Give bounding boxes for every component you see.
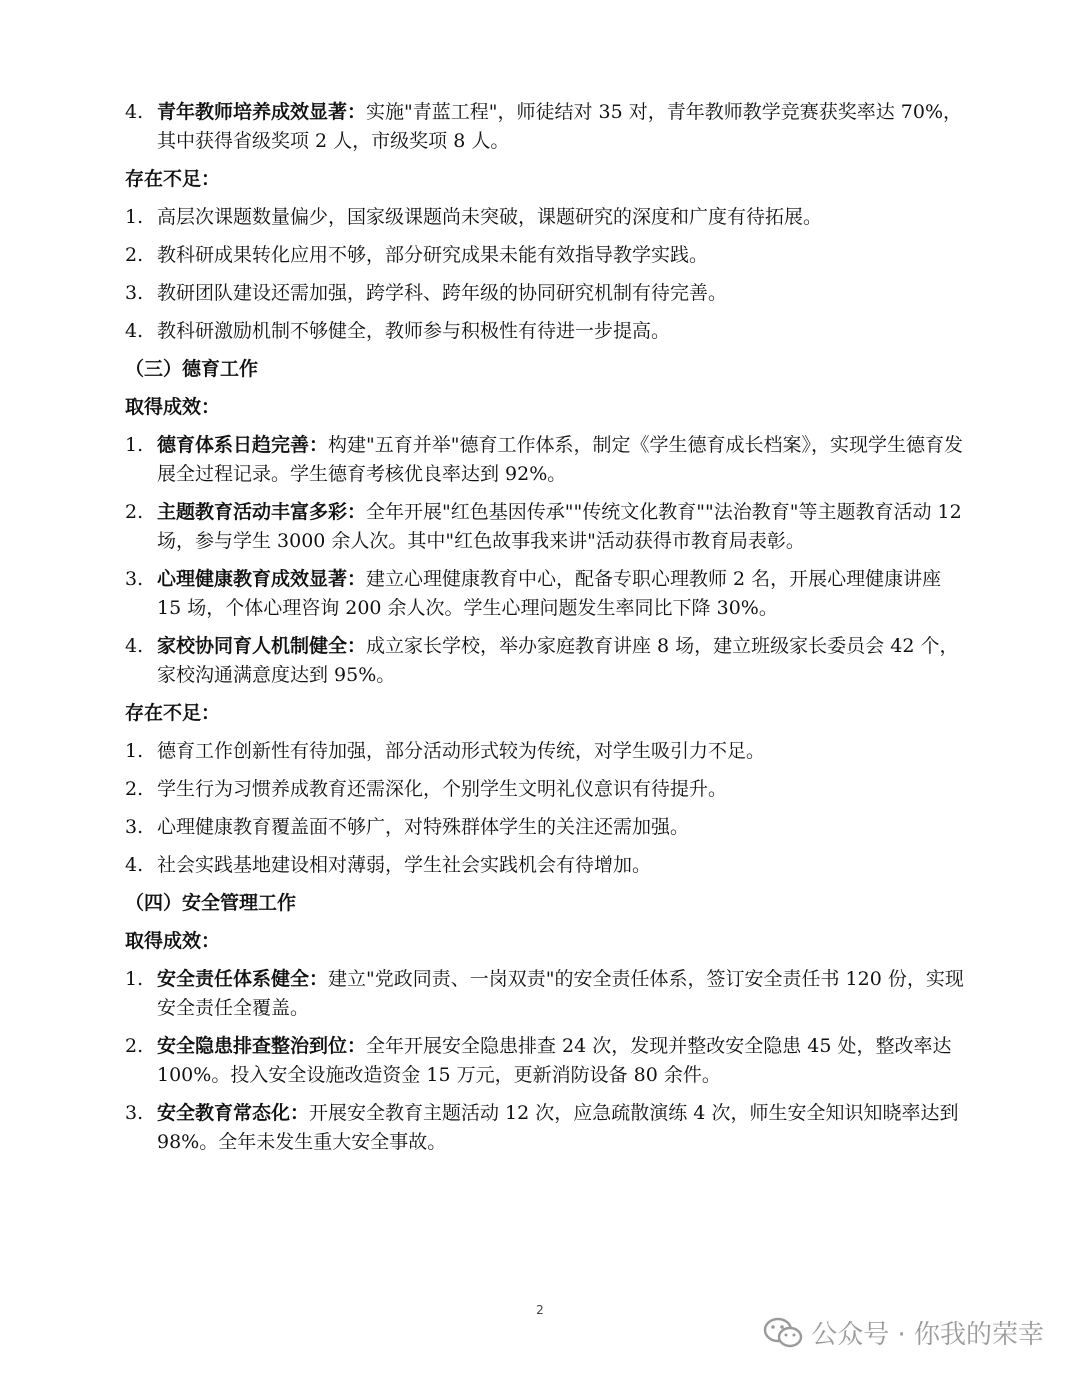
list-item — [125, 1099, 965, 1157]
list-item — [125, 1032, 965, 1090]
list-item-text: 心理健康教育覆盖面不够广，对特殊群体学生的关注还需加强。 — [157, 816, 690, 838]
list-item-number: 1. — [125, 434, 144, 456]
list-item-lead: 安全责任体系健全： — [157, 968, 329, 990]
list-item-number: 1. — [125, 968, 144, 990]
list-item-text: 实施"青蓝工程"，师徒结对 35 对，青年教师教学竞赛获奖率达 70%，其中获得省级奖项 2 人，市级奖项 8 人。 — [157, 101, 963, 152]
list-item — [125, 241, 965, 270]
list-item-number: 4. — [125, 101, 144, 123]
section-title: （三）德育工作 — [125, 358, 259, 380]
list-item-text: 建立心理健康教育中心，配备专职心理教师 2 名，开展心理健康讲座 15 场，个体心理咨询 200 余人次。学生心理问题发生率同比下降 30%。 — [157, 568, 942, 619]
list-item — [125, 565, 965, 623]
list-item-number: 2. — [125, 778, 144, 800]
list-item — [125, 317, 965, 346]
list-item — [125, 498, 965, 556]
list-item-text: 教研团队建设还需加强，跨学科、跨年级的协同研究机制有待完善。 — [157, 282, 728, 304]
list-item-text: 建立"党政同责、一岗双责"的安全责任体系，签订安全责任书 120 份，实现安全责任全覆盖。 — [157, 968, 964, 1019]
subheading: 取得成效： — [125, 930, 221, 952]
list-item — [125, 279, 965, 308]
list-item-number: 4. — [125, 854, 144, 876]
document-body — [125, 98, 965, 1166]
list-item-text: 开展安全教育主题活动 12 次，应急疏散演练 4 次，师生安全知识知晓率达到 98%。全年未发生重大安全事故。 — [157, 1102, 959, 1153]
list-item-text: 社会实践基地建设相对薄弱，学生社会实践机会有待增加。 — [157, 854, 652, 876]
watermark-text: 公众号 · 你我的荣幸 — [811, 1320, 1044, 1350]
list-item — [125, 203, 965, 232]
list-item-text: 学生行为习惯养成教育还需深化，个别学生文明礼仪意识有待提升。 — [157, 778, 728, 800]
subheading: 存在不足： — [125, 702, 221, 724]
list-item-number: 1. — [125, 740, 144, 762]
list-item-text: 教科研成果转化应用不够，部分研究成果未能有效指导教学实践。 — [157, 244, 709, 266]
list-item-lead: 德育体系日趋完善： — [157, 434, 329, 456]
section-title: （四）安全管理工作 — [125, 892, 297, 914]
list-item-lead: 主题教育活动丰富多彩： — [157, 501, 367, 523]
list-item-lead: 家校协同育人机制健全： — [157, 635, 367, 657]
list-item-number: 2. — [125, 501, 144, 523]
list-item-text: 构建"五育并举"德育工作体系，制定《学生德育成长档案》，实现学生德育发展全过程记录。学生德育考核优良率达到 92%。 — [157, 434, 963, 485]
list-item-lead: 青年教师培养成效显著： — [157, 101, 367, 123]
list-item-text: 全年开展"红色基因传承""传统文化教育""法治教育"等主题教育活动 12 场，参与学生 3000 余人次。其中"红色故事我来讲"活动获得市教育局表彰。 — [157, 501, 962, 552]
list-item — [125, 813, 965, 842]
list-item-text: 教科研激励机制不够健全，教师参与积极性有待进一步提高。 — [157, 320, 671, 342]
list-item-text: 全年开展安全隐患排查 24 次，发现并整改安全隐患 45 处，整改率达 100%。投入安全设施改造资金 15 万元，更新消防设备 80 余件。 — [157, 1035, 952, 1086]
list-item-lead: 安全隐患排查整治到位： — [157, 1035, 367, 1057]
list-item-number: 3. — [125, 282, 144, 304]
list-item-number: 3. — [125, 1102, 144, 1124]
list-item — [125, 965, 965, 1023]
list-item-text: 成立家长学校，举办家庭教育讲座 8 场，建立班级家长委员会 42 个，家校沟通满意度达到 95%。 — [157, 635, 959, 686]
wechat-watermark — [763, 1314, 1044, 1351]
list-item-text: 德育工作创新性有待加强，部分活动形式较为传统，对学生吸引力不足。 — [157, 740, 766, 762]
subheading: 取得成效： — [125, 396, 221, 418]
list-item-lead: 心理健康教育成效显著： — [157, 568, 367, 590]
subheading: 存在不足： — [125, 168, 221, 190]
list-item-number: 1. — [125, 206, 144, 228]
page-number: 2 — [536, 1303, 544, 1317]
list-item-number: 3. — [125, 568, 144, 590]
list-item-number: 4. — [125, 635, 144, 657]
list-item — [125, 851, 965, 880]
list-item — [125, 775, 965, 804]
list-item-text: 高层次课题数量偏少，国家级课题尚未突破，课题研究的深度和广度有待拓展。 — [157, 206, 823, 228]
list-item-number: 4. — [125, 320, 144, 342]
list-item — [125, 98, 965, 156]
list-item — [125, 632, 965, 690]
wechat-icon — [763, 1317, 803, 1349]
list-item — [125, 431, 965, 489]
list-item-number: 3. — [125, 816, 144, 838]
list-item — [125, 737, 965, 766]
list-item-number: 2. — [125, 1035, 144, 1057]
list-item-lead: 安全教育常态化： — [157, 1102, 310, 1124]
list-item-number: 2. — [125, 244, 144, 266]
